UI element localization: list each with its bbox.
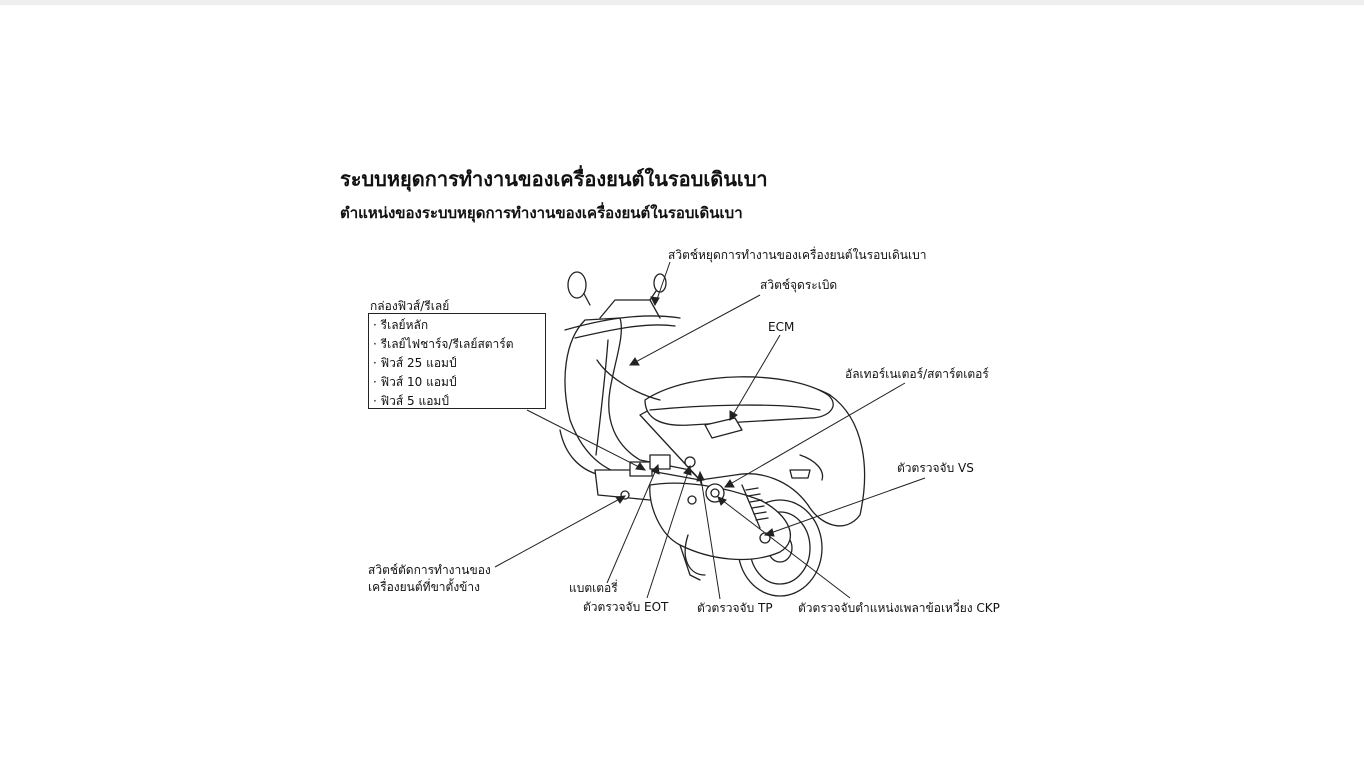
label-ignition-switch: สวิตช์จุดระเบิด <box>760 278 838 292</box>
fuse-box-item: · ฟิวส์ 5 แอมป์ <box>373 392 541 411</box>
fuse-box-list <box>368 313 546 409</box>
seat <box>645 377 833 425</box>
fuse-box-item: · ฟิวส์ 25 แอมป์ <box>373 354 541 373</box>
label-idle-stop-switch: สวิตช์หยุดการทำงานของเครื่องยนต์ในรอบเดินเบา <box>668 248 927 262</box>
fuse-box-title: กล่องฟิวส์/รีเลย์ <box>370 299 450 313</box>
label-battery: แบตเตอรี่ <box>569 581 618 595</box>
label-alternator-starter: อัลเทอร์เนเตอร์/สตาร์ตเตอร์ <box>845 367 989 381</box>
fuse-box-item: · รีเลย์ไฟชาร์จ/รีเลย์สตาร์ต <box>373 335 541 354</box>
label-eot-sensor: ตัวตรวจจับ EOT <box>583 600 669 614</box>
label-ecm: ECM <box>768 320 795 334</box>
label-tp-sensor: ตัวตรวจจับ TP <box>697 601 773 615</box>
battery-component <box>650 455 670 469</box>
label-vs-sensor: ตัวตรวจจับ VS <box>897 461 974 475</box>
fuse-box-item: · รีเลย์หลัก <box>373 316 541 335</box>
page-title: ระบบหยุดการทำงานของเครื่องยนต์ในรอบเดินเบา <box>340 167 768 191</box>
label-sidestand-switch-1: สวิตช์ตัดการทำงานของ <box>368 563 491 577</box>
fuse-box-item: · ฟิวส์ 10 แอมป์ <box>373 373 541 392</box>
page-subtitle: ตำแหน่งของระบบหยุดการทำงานของเครื่องยนต์ในรอบเดินเบา <box>340 204 743 222</box>
label-sidestand-switch-2: เครื่องยนต์ที่ขาตั้งข้าง <box>368 580 480 594</box>
label-ckp-sensor: ตัวตรวจจับตำแหน่งเพลาข้อเหวี่ยง CKP <box>798 601 1000 615</box>
